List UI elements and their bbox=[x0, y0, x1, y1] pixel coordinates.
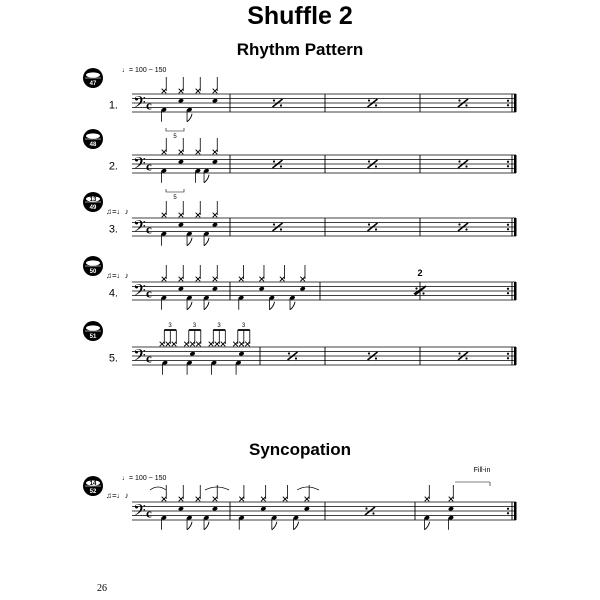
repeat-dot bbox=[273, 160, 275, 162]
kick-flag bbox=[425, 522, 430, 530]
bass-clef: 𝄢 bbox=[133, 502, 146, 524]
repeat-dot bbox=[507, 165, 509, 167]
swing-marking: ♫=♩♪ bbox=[106, 271, 129, 280]
repeat-dot bbox=[507, 512, 509, 514]
cd-track-icon bbox=[83, 321, 103, 341]
repeat-dot bbox=[465, 104, 467, 106]
exercise-number: 1. bbox=[108, 99, 118, 112]
repeat-dot bbox=[458, 99, 460, 101]
swing-marking: ♫=♩♪ bbox=[106, 491, 129, 500]
cd-track-bottom: 49 bbox=[89, 205, 97, 211]
cd-track-bottom: 52 bbox=[89, 489, 97, 495]
repeat-dot bbox=[368, 223, 370, 225]
kick-flag bbox=[187, 114, 192, 122]
tempo-marking: ♩= 100 ~ 150 bbox=[122, 475, 167, 482]
triplet-number: 3 bbox=[192, 323, 197, 329]
exercise-number: 2. bbox=[108, 160, 118, 173]
repeat-dot bbox=[507, 161, 509, 163]
triplet-number: 3 bbox=[241, 323, 246, 329]
kick-flag bbox=[187, 522, 192, 530]
repeat-dot bbox=[458, 223, 460, 225]
cd-track-top: 14 bbox=[89, 480, 97, 487]
repeat-dot bbox=[273, 99, 275, 101]
bass-clef: 𝄢 bbox=[133, 94, 146, 116]
repeat-dot bbox=[465, 165, 467, 167]
repeat-dot bbox=[375, 357, 377, 359]
page-title: Shuffle 2 bbox=[247, 2, 353, 30]
cd-label bbox=[86, 325, 100, 330]
bass-clef: 𝄢 bbox=[133, 282, 146, 304]
repeat-dot bbox=[375, 165, 377, 167]
repeat-dot bbox=[295, 357, 297, 359]
repeat-dot bbox=[368, 352, 370, 354]
bass-clef: 𝄢 bbox=[133, 155, 146, 177]
repeat-dot bbox=[375, 228, 377, 230]
repeat-dot bbox=[365, 507, 367, 509]
repeat-dot bbox=[372, 512, 374, 514]
cd-track-bottom: 48 bbox=[89, 142, 97, 148]
repeat-dot bbox=[465, 357, 467, 359]
section-heading-rhythm-pattern: Rhythm Pattern bbox=[236, 40, 364, 59]
tuplet-number: 5 bbox=[173, 134, 177, 140]
staff-row-3 bbox=[106, 201, 517, 246]
kick-flag bbox=[272, 522, 277, 530]
exercise-number: 4. bbox=[108, 287, 118, 300]
cd-track-icon bbox=[83, 68, 103, 88]
cd-track-bottom: 47 bbox=[89, 81, 97, 87]
repeat-count: 2 bbox=[417, 268, 423, 278]
fill-in-label: Fill-in bbox=[473, 467, 491, 474]
kick-flag bbox=[270, 302, 275, 310]
kick-flag bbox=[204, 175, 209, 183]
repeat-dot bbox=[507, 508, 509, 510]
cd-label bbox=[86, 72, 100, 77]
kick-flag bbox=[290, 302, 295, 310]
triplet-number: 3 bbox=[217, 323, 221, 329]
page-number: 26 bbox=[97, 583, 107, 594]
repeat-dot bbox=[415, 287, 417, 289]
repeat-dot bbox=[507, 357, 509, 359]
staff-row-syncopation bbox=[106, 467, 517, 530]
tie bbox=[150, 487, 166, 490]
repeat-dot bbox=[507, 228, 509, 230]
repeat-dot bbox=[507, 353, 509, 355]
kick-flag bbox=[204, 238, 209, 246]
repeat-dot bbox=[368, 99, 370, 101]
cd-label bbox=[86, 133, 100, 138]
time-signature: c bbox=[146, 505, 152, 521]
cd-track-icon bbox=[83, 256, 103, 276]
tie bbox=[297, 487, 319, 490]
exercise-number: 5. bbox=[108, 352, 118, 365]
swing-marking: ♫=♩♪ bbox=[106, 207, 129, 216]
repeat-dot bbox=[458, 352, 460, 354]
kick-flag bbox=[294, 522, 299, 530]
repeat-dot bbox=[280, 165, 282, 167]
bass-clef: 𝄢 bbox=[133, 218, 146, 240]
repeat-dot bbox=[458, 160, 460, 162]
kick-flag bbox=[204, 302, 209, 310]
repeat-barline-thick bbox=[514, 155, 517, 173]
exercise-number: 3. bbox=[108, 223, 118, 236]
repeat-barline-thick bbox=[514, 282, 517, 300]
tuplet-bracket bbox=[166, 128, 184, 131]
section-heading-syncopation: Syncopation bbox=[248, 440, 351, 459]
repeat-dot bbox=[288, 352, 290, 354]
tuplet-number: 5 bbox=[173, 195, 177, 201]
staff-row-1 bbox=[109, 67, 517, 140]
repeat-dot bbox=[507, 104, 509, 106]
repeat-barline-thick bbox=[514, 502, 517, 520]
kick-flag bbox=[187, 302, 192, 310]
repeat-barline-thick bbox=[514, 218, 517, 236]
repeat-dot bbox=[507, 224, 509, 226]
staff-row-5 bbox=[109, 323, 517, 375]
cd-track-icon bbox=[83, 192, 103, 212]
repeat-dot bbox=[507, 100, 509, 102]
repeat-dot bbox=[273, 223, 275, 225]
repeat-dot bbox=[368, 160, 370, 162]
time-signature: c bbox=[146, 97, 152, 113]
cd-track-icon bbox=[83, 129, 103, 149]
cd-track-top: 13 bbox=[89, 196, 97, 203]
time-signature: c bbox=[146, 285, 152, 301]
staff-row-4 bbox=[106, 265, 517, 310]
repeat-dot bbox=[422, 292, 424, 294]
repeat-dot bbox=[280, 104, 282, 106]
repeat-barline-thick bbox=[514, 94, 517, 112]
repeat-barline-thick bbox=[514, 347, 517, 365]
repeat-dot bbox=[507, 292, 509, 294]
time-signature: c bbox=[146, 158, 152, 174]
time-signature: c bbox=[146, 221, 152, 237]
repeat-dot bbox=[280, 228, 282, 230]
time-signature: c bbox=[146, 350, 152, 366]
repeat-dot bbox=[507, 288, 509, 290]
repeat-dot bbox=[465, 228, 467, 230]
kick-flag bbox=[187, 238, 192, 246]
staff-row-2 bbox=[109, 138, 517, 201]
repeat-dot bbox=[375, 104, 377, 106]
triplet-number: 3 bbox=[168, 323, 172, 329]
bass-clef: 𝄢 bbox=[133, 347, 146, 369]
cd-label bbox=[86, 260, 100, 265]
tempo-marking: ♩= 100 ~ 150 bbox=[122, 67, 167, 74]
kick-flag bbox=[204, 522, 209, 530]
tuplet-bracket bbox=[166, 189, 184, 192]
cd-track-bottom: 50 bbox=[89, 269, 97, 275]
cd-track-bottom: 51 bbox=[89, 334, 97, 340]
cd-track-icon bbox=[83, 476, 103, 496]
